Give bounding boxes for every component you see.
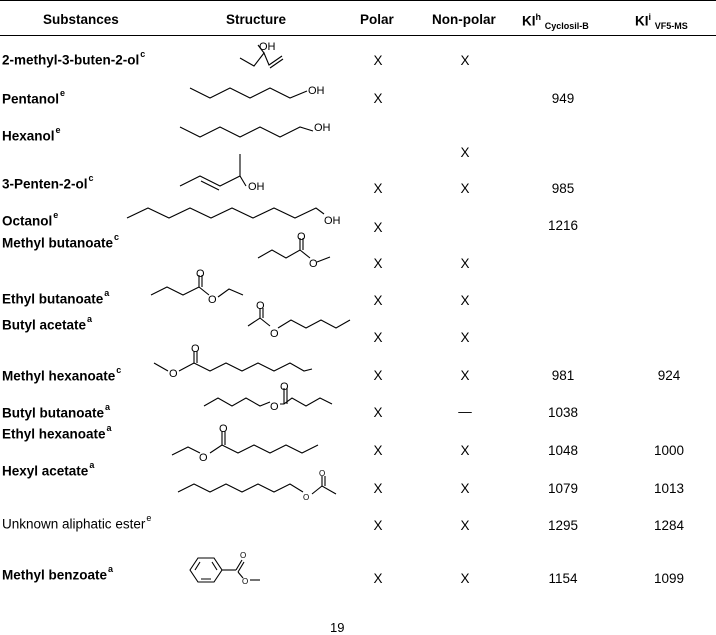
atom-label: O (270, 401, 279, 413)
ki-cyclosil-cell: 1048 (547, 443, 579, 458)
header-ki-vf5-sup: i (648, 12, 652, 22)
substance-name: Unknown aliphatic ester$^e$ (2, 513, 152, 532)
header-ki-cyclosil (522, 12, 589, 31)
atom-label: O (240, 551, 247, 560)
structure-ethyl-hexanoate (170, 423, 340, 465)
atom-label: O (280, 381, 289, 393)
structure-hexanol (176, 117, 346, 141)
nonpolar-cell: X (460, 571, 470, 586)
header-ki-cyclosil-prefix: KI (522, 13, 536, 29)
structure-pentanol (186, 80, 336, 102)
atom-label: OH (324, 215, 341, 227)
ki-vf5-cell: 924 (657, 368, 681, 383)
polar-cell: X (373, 405, 383, 420)
ki-cyclosil-cell: 1038 (547, 405, 579, 420)
header-ki-vf5-prefix: KI (635, 13, 649, 29)
polar-cell: X (373, 53, 383, 68)
header-ki-vf5-sub: VF5-MS (654, 21, 688, 32)
substance-name: Methyl benzoate$^a$ (2, 564, 114, 583)
header-polar: Polar (360, 12, 394, 27)
nonpolar-cell: X (460, 53, 470, 68)
table-top-rule (0, 0, 716, 1)
nonpolar-cell: X (460, 481, 470, 496)
atom-label: O (309, 258, 318, 270)
polar-cell: X (373, 330, 383, 345)
nonpolar-cell: X (460, 145, 470, 160)
atom-label: OH (248, 181, 265, 193)
polar-cell: X (373, 220, 383, 235)
ki-cyclosil-cell: 1216 (547, 218, 579, 233)
ki-cyclosil-cell: 981 (551, 368, 575, 383)
atom-label: O (303, 493, 310, 502)
substance-name: Butyl butanoate$^a$ (2, 402, 111, 421)
ki-vf5-cell: 1013 (653, 481, 685, 496)
substance-name: Ethyl hexanoate$^a$ (2, 423, 112, 442)
ki-cyclosil-cell: 1154 (548, 571, 578, 586)
ki-cyclosil-cell: 1079 (547, 481, 579, 496)
nonpolar-cell: X (460, 518, 470, 533)
polar-cell: X (373, 181, 383, 196)
ki-vf5-cell: 1000 (653, 443, 685, 458)
header-ki-cyclosil-sup: h (535, 12, 541, 22)
polar-cell: X (373, 518, 383, 533)
substance-name: Hexyl acetate$^a$ (2, 460, 95, 479)
structure-ethyl-butanoate (147, 265, 247, 305)
ki-vf5-cell: 1284 (653, 518, 685, 533)
structure-methyl-hexanoate (152, 341, 322, 383)
atom-label: OH (308, 85, 325, 97)
header-substances: Substances (43, 12, 119, 27)
polar-cell: X (373, 443, 383, 458)
polar-cell: X (373, 293, 383, 308)
nonpolar-cell: X (460, 330, 470, 345)
nonpolar-cell: X (460, 256, 470, 271)
structure-hexyl-acetate (176, 466, 351, 510)
header-nonpolar: Non-polar (432, 12, 496, 27)
substance-name: Pentanol$^e$ (2, 88, 66, 107)
structure-3-penten-2-ol (178, 148, 278, 194)
structure-2-methyl-3-buten-2-ol (236, 38, 296, 73)
polar-cell: X (373, 91, 383, 106)
atom-label: O (256, 300, 265, 312)
nonpolar-cell: X (460, 181, 470, 196)
atom-label: O (196, 268, 205, 280)
nonpolar-cell: X (460, 443, 470, 458)
substance-name: Methyl butanoate$^c$ (2, 232, 120, 251)
substance-name: Hexanol$^e$ (2, 125, 61, 144)
header-ki-cyclosil-sub: Cyclosil-B (544, 21, 589, 32)
substance-name: Ethyl butanoate$^a$ (2, 288, 110, 307)
nonpolar-cell: X (460, 293, 470, 308)
atom-label: O (270, 328, 279, 340)
ki-cyclosil-cell: 949 (551, 91, 575, 106)
substance-name: Methyl hexanoate$^c$ (2, 365, 122, 384)
structure-octanol (125, 202, 365, 226)
structure-methyl-butanoate (254, 232, 344, 272)
substance-name: Octanol$^e$ (2, 210, 59, 229)
atom-label: O (242, 577, 249, 586)
substance-name: $3-Penten-2-ol^c$ (2, 173, 94, 192)
ki-cyclosil-cell: 1295 (547, 518, 579, 533)
substance-name: Butyl acetate$^a$ (2, 314, 93, 333)
nonpolar-cell: X (460, 368, 470, 383)
header-structure: Structure (226, 12, 287, 27)
header-bottom-rule (0, 35, 716, 36)
structure-butyl-acetate (244, 296, 354, 341)
structure-methyl-benzoate (182, 546, 272, 590)
polar-cell: X (373, 481, 383, 496)
atom-label: O (208, 294, 217, 306)
header-ki-vf5 (635, 12, 688, 31)
nonpolar-cell: — (458, 404, 472, 419)
atom-label: O (191, 343, 200, 355)
ki-cyclosil-cell: 985 (551, 181, 575, 196)
atom-label: O (199, 452, 208, 464)
polar-cell: X (373, 571, 383, 586)
atom-label: O (169, 368, 178, 380)
polar-cell: X (373, 256, 383, 271)
structure-butyl-butanoate (200, 380, 340, 420)
atom-label: O (219, 423, 228, 435)
page-number: 19 (330, 620, 345, 635)
atom-label: OH (314, 122, 331, 134)
ki-vf5-cell: 1099 (653, 571, 685, 586)
atom-label: O (319, 469, 326, 478)
atom-label: O (297, 231, 306, 243)
atom-label: OH (259, 41, 276, 53)
substance-name: $2-methyl-3-buten-2-ol^c$ (2, 49, 146, 68)
polar-cell: X (373, 368, 383, 383)
